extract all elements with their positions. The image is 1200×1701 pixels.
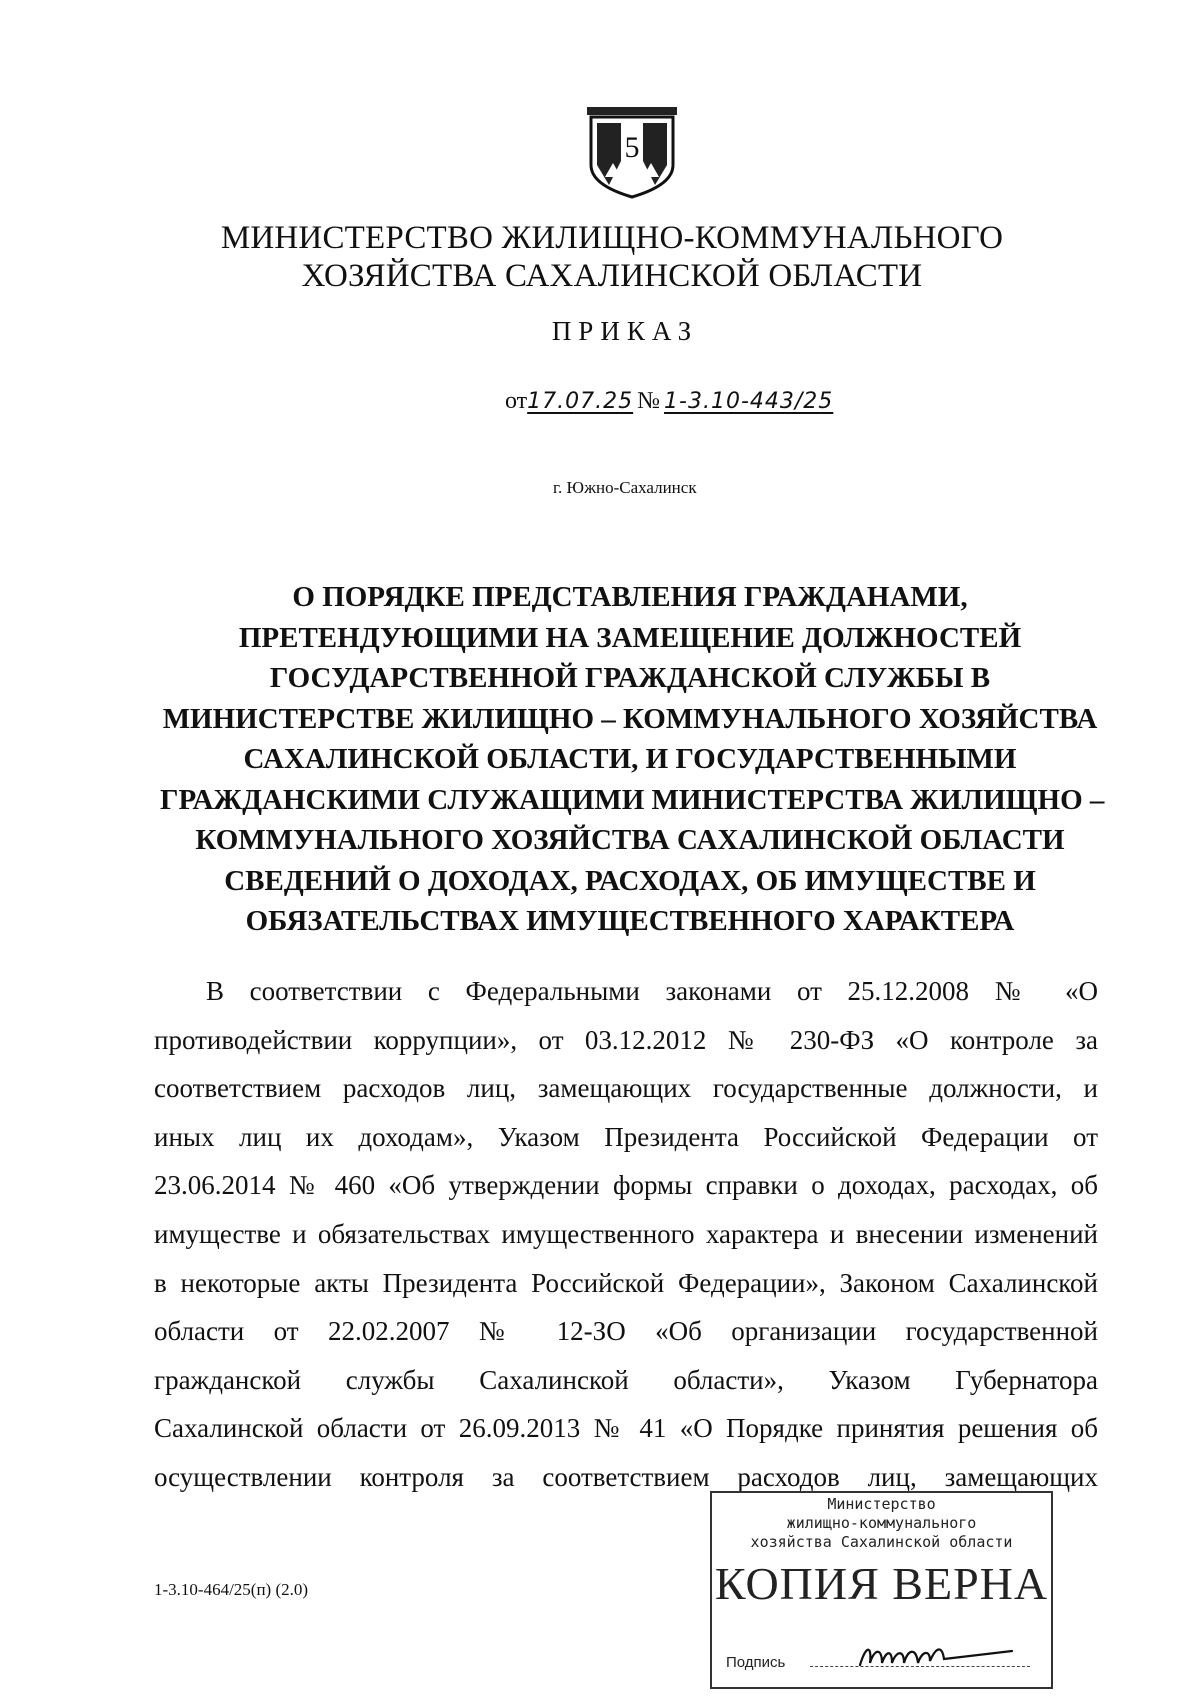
order-number-line: [505, 388, 833, 415]
title-line: СВЕДЕНИЙ О ДОХОДАХ, РАСХОДАХ, ОБ ИМУЩЕСТВЕ И: [224, 864, 1036, 897]
document-title: [160, 577, 1105, 942]
from-label: от: [505, 388, 528, 414]
handwritten-signature-icon: [852, 1635, 1022, 1675]
stamp-signature-label: Подпись: [726, 1654, 786, 1671]
body-line: осуществлении контроля за соответствием расходов лиц, замещающих: [154, 1461, 1098, 1492]
order-date: 17.07.25: [527, 389, 634, 414]
body-line: соответствием расходов лиц, замещающих государственные должности, и: [154, 1073, 1098, 1104]
title-line: ГОСУДАРСТВЕННОЙ ГРАЖДАНСКОЙ СЛУЖБЫ В: [269, 662, 991, 694]
body-line: противодействии коррупции», от 03.12.2012 № 230-ФЗ «О контроле за: [154, 1024, 1098, 1055]
title-line: О ПОРЯДКЕ ПРЕДСТАВЛЕНИЯ ГРАЖДАНАМИ,: [292, 581, 968, 613]
number-label: №: [637, 388, 661, 414]
stamp-line: хозяйства Сахалинской области: [750, 1533, 1013, 1551]
body-line: В соответствии с Федеральными законами от 25.12.2008 № «О: [206, 976, 1098, 1006]
body-line: Сахалинской области от 26.09.2013 № 41 «О Порядке принятия решения об: [154, 1413, 1098, 1444]
stamp-copy-verified: КОПИЯ ВЕРНА: [714, 1558, 1049, 1609]
body-line: имуществе и обязательствах имущественного характера и внесении изменений: [154, 1218, 1098, 1249]
copy-certified-stamp: [710, 1491, 1053, 1689]
order-title: ПРИКАЗ: [551, 316, 699, 346]
stamp-line: жилищно-коммунального: [786, 1514, 977, 1532]
coat-of-arms-icon: [585, 105, 679, 199]
title-line: ГРАЖДАНСКИМИ СЛУЖАЩИМИ МИНИСТЕРСТВА ЖИЛИЩНО –: [160, 783, 1105, 816]
body-line: иных лиц их доходам», Указом Президента Российской Федерации от: [154, 1121, 1098, 1152]
body-line: гражданской службы Сахалинской области», Указом Губернатора: [154, 1364, 1098, 1395]
body-paragraph: [154, 967, 1098, 1502]
title-line: МИНИСТЕРСТВЕ ЖИЛИЩНО – КОММУНАЛЬНОГО ХОЗЯЙСТВА: [162, 702, 1098, 735]
ministry-name-line1: МИНИСТЕРСТВО ЖИЛИЩНО-КОММУНАЛЬНОГО: [220, 220, 1004, 256]
city: г. Южно-Сахалинск: [553, 478, 697, 497]
svg-text:5: 5: [624, 131, 640, 164]
body-line: области от 22.02.2007 № 12-ЗО «Об организации государственной: [154, 1316, 1098, 1347]
ministry-name-line2: ХОЗЯЙСТВА САХАЛИНСКОЙ ОБЛАСТИ: [301, 258, 923, 294]
order-number: 1-3.10-443/25: [664, 389, 834, 414]
document-code: 1-3.10-464/25(п) (2.0): [154, 1580, 309, 1599]
body-line: в некоторые акты Президента Российской Федерации», Законом Сахалинской: [154, 1267, 1098, 1298]
title-line: ПРЕТЕНДУЮЩИМИ НА ЗАМЕЩЕНИЕ ДОЛЖНОСТЕЙ: [238, 621, 1022, 654]
title-line: КОММУНАЛЬНОГО ХОЗЯЙСТВА САХАЛИНСКОЙ ОБЛАСТИ: [195, 824, 1065, 856]
stamp-line: Министерство: [827, 1495, 936, 1513]
title-line: САХАЛИНСКОЙ ОБЛАСТИ, И ГОСУДАРСТВЕННЫМИ: [243, 743, 1017, 775]
title-line: ОБЯЗАТЕЛЬСТВАХ ИМУЩЕСТВЕННОГО ХАРАКТЕРА: [245, 905, 1015, 937]
body-line: 23.06.2014 № 460 «Об утверждении формы справки о доходах, расходах, об: [154, 1170, 1098, 1201]
